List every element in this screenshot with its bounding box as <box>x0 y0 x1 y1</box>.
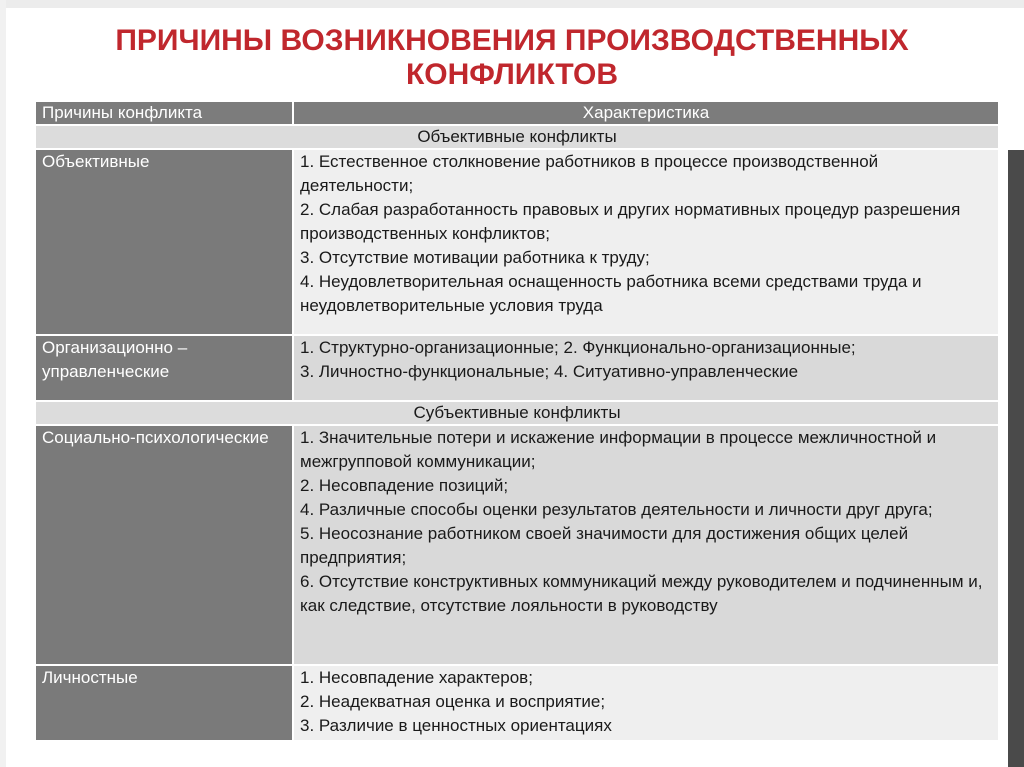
list-item: 3. Различие в ценностных ориентациях <box>300 716 612 735</box>
list-item: 4. Различные способы оценки результатов деятельности и личности друг друга; <box>300 500 933 519</box>
column-header-cause: Причины конфликта <box>35 101 293 125</box>
table-row <box>35 149 999 335</box>
section-row-subjective <box>35 401 999 425</box>
list-item: 3. Личностно-функциональные; 4. Ситуативно-управленческие <box>300 362 799 381</box>
section-title: Объективные конфликты <box>35 125 999 149</box>
list-item: 3. Отсутствие мотивации работника к труду; <box>300 248 650 267</box>
list-item: 5. Неосознание работником своей значимости для достижения общих целей предприятия; <box>300 524 909 567</box>
list-item: 4. Неудовлетворительная оснащенность работника всеми средствами труда и неудовлетворительные условия труда <box>300 272 922 315</box>
table-header-row <box>35 101 999 125</box>
slide-left-border <box>0 0 6 767</box>
column-header-description: Характеристика <box>293 101 999 125</box>
table-row <box>35 335 999 401</box>
table-row <box>35 665 999 741</box>
cause-cell: Социально-психологические <box>35 425 293 665</box>
description-cell <box>293 665 999 741</box>
description-cell <box>293 149 999 335</box>
slide-side-accent-bar <box>1008 150 1024 767</box>
list-item: 2. Неадекватная оценка и восприятие; <box>300 692 606 711</box>
list-item: 6. Отсутствие конструктивных коммуникаций между руководителем и подчиненным и, как следствие, отсутствие лояльности в руководству <box>300 572 983 615</box>
page-title-line-1: ПРИЧИНЫ ВОЗНИКНОВЕНИЯ ПРОИЗВОДСТВЕННЫХ <box>115 24 909 57</box>
description-cell <box>293 335 999 401</box>
cause-cell: Объективные <box>35 149 293 335</box>
table-row <box>35 425 999 665</box>
cause-cell: Организационно – управленческие <box>35 335 293 401</box>
section-row-objective <box>35 125 999 149</box>
cause-cell: Личностные <box>35 665 293 741</box>
slide-top-border <box>0 0 1024 8</box>
list-item: 1. Несовпадение характеров; <box>300 668 533 687</box>
list-item: 1. Значительные потери и искажение информации в процессе межличностной и межгрупповой коммуникации; <box>300 428 937 471</box>
page-title-line-2: КОНФЛИКТОВ <box>405 58 619 91</box>
section-title: Субъективные конфликты <box>35 401 999 425</box>
list-item: 1. Естественное столкновение работников в процессе производственной деятельности; <box>300 152 879 195</box>
list-item: 1. Структурно-организационные; 2. Функционально-организационные; <box>300 338 856 357</box>
conflict-causes-table <box>34 100 1000 742</box>
page-title <box>0 24 1024 92</box>
list-item: 2. Несовпадение позиций; <box>300 476 509 495</box>
list-item: 2. Слабая разработанность правовых и других нормативных процедур разрешения производственных конфликтов; <box>300 200 961 243</box>
description-cell <box>293 425 999 665</box>
